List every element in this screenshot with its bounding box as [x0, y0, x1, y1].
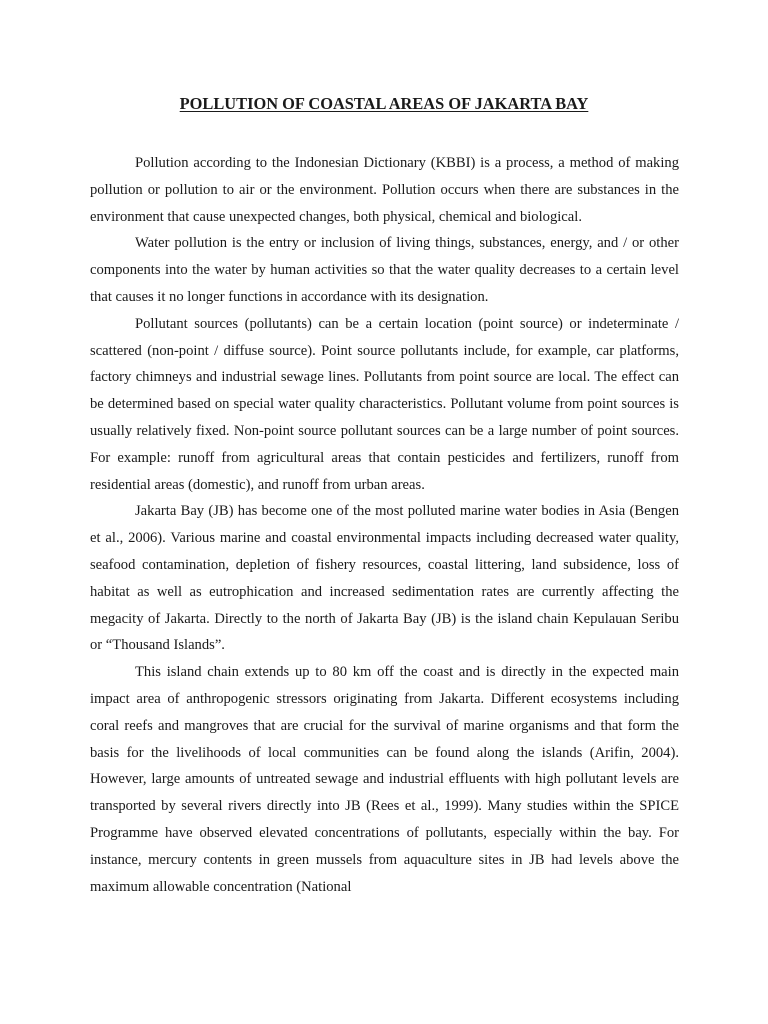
paragraph: This island chain extends up to 80 km off the coast and is directly in the expected main impact area of anthropogenic stressors originating from Jakarta. Different ecosystems including coral reefs and mangroves that are crucial for the survival of marine organisms and that form the basis for the livelihoods of local communities can be found along the islands (Arifin, 2004). However, large amounts of untreated sewage and industrial effluents with high pollutant levels are transported by several rivers directly into JB (Rees et al., 1999). Many studies within the SPICE Programme have observed elevated concentrations of pollutants, especially within the bay. For instance, mercury contents in green mussels from aquaculture sites in JB had levels above the maximum allowable concentration (National — [90, 664, 679, 895]
paragraph: Pollution according to the Indonesian Dictionary (KBBI) is a process, a method of making pollution or pollution to air or the environment. Pollution occurs when there are substances in the environment that cause unexpected changes, both physical, chemical and biological. — [90, 155, 679, 225]
paragraph: Water pollution is the entry or inclusion of living things, substances, energy, and / or other components into the water by human activities so that the water quality decreases to a certain level that causes it no longer functions in accordance with its designation. — [90, 235, 679, 305]
document-title — [0, 94, 768, 114]
document-title-text: POLLUTION OF COASTAL AREAS OF JAKARTA BAY — [179, 94, 589, 113]
paragraph: Pollutant sources (pollutants) can be a certain location (point source) or indeterminate / scattered (non-point / diffuse source). Point source pollutants include, for example, car platforms, factory chimneys and industrial sewage lines. Pollutants from point source are local. The effect can be determined based on special water quality characteristics. Pollutant volume from point sources is usually relatively fixed. Non-point source pollutant sources can be a large number of point sources. For example: runoff from agricultural areas that contain pesticides and fertilizers, runoff from residential areas (domestic), and runoff from urban areas. — [90, 315, 679, 493]
document-body — [90, 150, 679, 900]
paragraph: Jakarta Bay (JB) has become one of the most polluted marine water bodies in Asia (Bengen et al., 2006). Various marine and coastal environmental impacts including decreased water quality, seafood contamination, depletion of fishery resources, coastal littering, land subsidence, loss of habitat as well as eutrophication and increased sedimentation rates are currently affecting the megacity of Jakarta. Directly to the north of Jakarta Bay (JB) is the island chain Kepulauan Seribu or “Thousand Islands”. — [90, 503, 679, 654]
